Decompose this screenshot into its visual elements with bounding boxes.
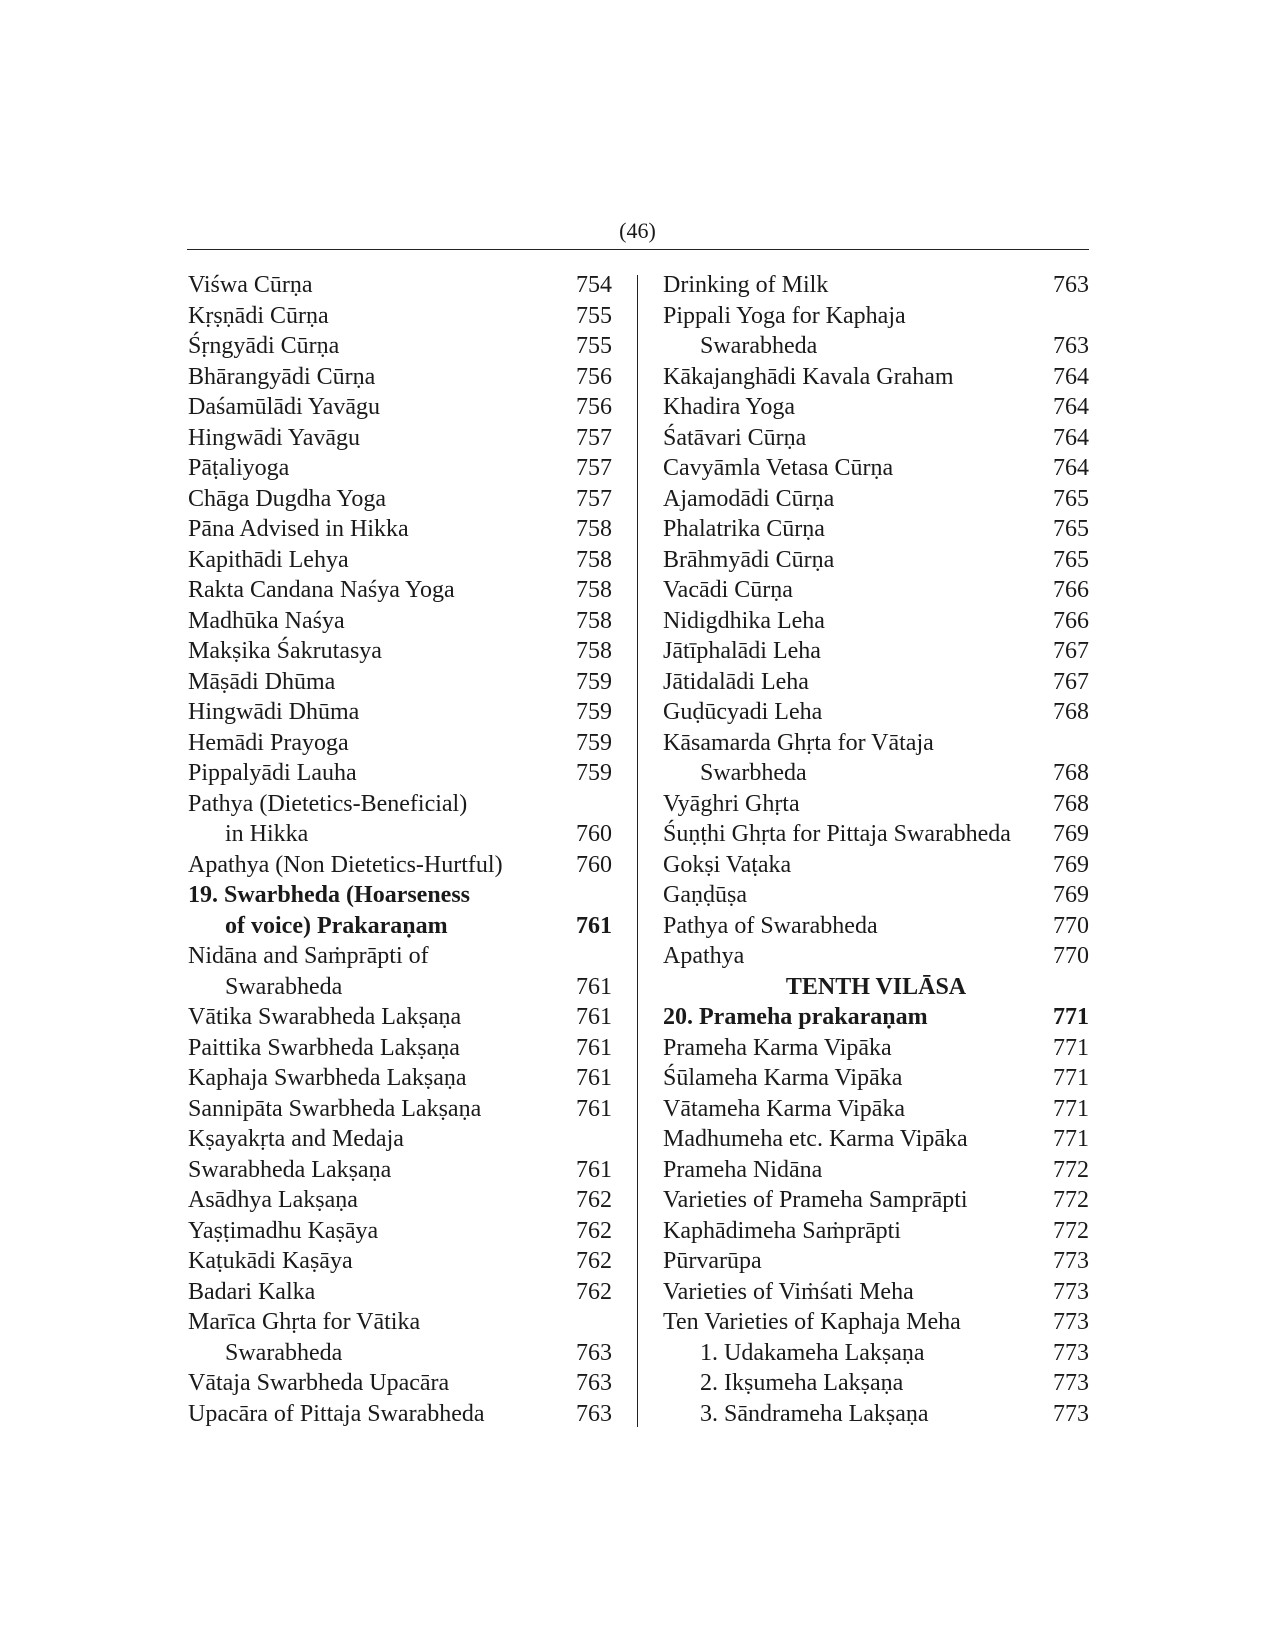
toc-entry-title: Guḍūcyadi Leha [663,699,823,725]
toc-entry-page: 757 [576,455,612,481]
toc-entry [188,1185,612,1216]
toc-entry-page: 770 [1053,912,1089,939]
toc-entry-page: 762 [576,1217,612,1244]
toc-entry [188,1338,612,1369]
toc-entry [188,392,612,423]
toc-entry-title: Bhārangyādi Cūrṇa [188,363,376,390]
toc-entry-page: 773 [1053,1400,1089,1427]
toc-entry [188,423,612,454]
toc-entry-title: Rakta Candana Naśya Yoga [188,577,455,603]
toc-entry [188,1124,612,1155]
toc-entry [188,1063,612,1094]
toc-entry-title: Kaphaja Swarbheda Lakṣaṇa [188,1065,467,1091]
toc-entry-title: Makṣika Śakrutasya [188,638,382,664]
toc-entry [663,392,1089,423]
toc-entry-title: Gokṣi Vaṭaka [663,851,792,878]
toc-entry-title: Kṛṣṇādi Cūrṇa [188,302,329,329]
toc-entry-title: Vātameha Karma Vipāka [663,1095,906,1122]
toc-entry-title: Pūrvarūpa [663,1248,762,1274]
toc-entry [188,1155,612,1186]
toc-entry-title: Madhumeha etc. Karma Vipāka [663,1126,968,1152]
toc-entry-page: 755 [576,333,612,359]
toc-entry-title: in Hikka [225,821,309,847]
toc-entry [188,972,612,1003]
toc-entry-title: Nidāna and Saṁprāpti of [188,943,429,969]
toc-entry-title: Paittika Swarbheda Lakṣaṇa [188,1034,460,1061]
toc-entry-page: 756 [576,394,612,420]
toc-entry [188,636,612,667]
toc-entry [663,453,1089,484]
toc-entry [188,789,612,820]
toc-entry-page: 773 [1053,1309,1089,1335]
toc-entry [188,362,612,393]
toc-entry-page: 762 [576,1278,612,1305]
toc-entry [663,331,1089,362]
toc-entry-page: 763 [1053,272,1089,298]
toc-entry [663,850,1089,881]
toc-entry-title: Śatāvari Cūrṇa [663,424,807,451]
toc-entry [663,484,1089,515]
toc-entry-title: Śūlameha Karma Vipāka [663,1065,903,1091]
toc-entry [663,941,1089,972]
toc-entry-page: 758 [576,516,612,542]
toc-entry-page: 761 [576,1034,612,1061]
toc-entry-page: 764 [1053,455,1089,481]
toc-entry [188,1094,612,1125]
toc-entry-title: 2. Ikṣumeha Lakṣaṇa [700,1370,904,1396]
toc-entry-title: Marīca Ghṛta for Vātika [188,1309,421,1335]
toc-entry-page: 756 [576,363,612,390]
toc-entry [663,575,1089,606]
toc-entry-page: 767 [1053,668,1089,695]
toc-entry [663,1002,1089,1033]
toc-entry-title: Drinking of Milk [663,272,829,298]
toc-entry-page: 770 [1053,943,1089,969]
toc-entry [663,362,1089,393]
toc-entry-page: 760 [576,851,612,878]
toc-entry-title: Varieties of Prameha Samprāpti [663,1187,968,1213]
toc-entry [663,1368,1089,1399]
toc-entry-title: Upacāra of Pittaja Swarabheda [188,1400,485,1427]
toc-entry [188,697,612,728]
toc-entry-page: 755 [576,302,612,329]
toc-entry-page: 762 [576,1187,612,1213]
toc-entry-page: 761 [576,1004,612,1030]
toc-entry-title: Pāna Advised in Hikka [188,516,409,542]
toc-entry-page: 759 [576,699,612,725]
toc-entry [663,1185,1089,1216]
toc-entry-title: Swarabheda [225,973,343,1000]
toc-entry-title: Pippalyādi Lauha [188,760,357,786]
toc-entry-page: 771 [1053,1065,1089,1091]
toc-entry-page: 758 [576,607,612,634]
toc-entry [663,1216,1089,1247]
toc-entry-title: Jātidalādi Leha [663,668,809,695]
toc-entry-page: 765 [1053,516,1089,542]
toc-entry-page: 760 [576,821,612,847]
toc-entry-page: 765 [1053,485,1089,512]
toc-entry-page: 766 [1053,577,1089,603]
toc-entry-page: 768 [1053,760,1089,786]
toc-entry-title: Pathya (Dietetics-Beneficial) [188,790,468,817]
toc-entry-page: 758 [576,577,612,603]
toc-entry-page: 765 [1053,546,1089,573]
toc-entry [188,545,612,576]
toc-entry [188,880,612,911]
toc-entry-title: Prameha Karma Vipāka [663,1034,892,1061]
toc-entry [188,1399,612,1430]
toc-entry [663,1063,1089,1094]
toc-entry-title: Hingwādi Yavāgu [188,424,360,451]
toc-entry-title: Asādhya Lakṣaṇa [188,1187,358,1213]
toc-entry [663,758,1089,789]
toc-entry-page: 773 [1053,1370,1089,1396]
toc-entry [188,301,612,332]
toc-entry [663,667,1089,698]
toc-entry-title: TENTH VILĀSA [785,973,967,1000]
toc-entry-title: Pāṭaliyoga [188,455,290,481]
toc-entry [663,1338,1089,1369]
toc-entry-page: 772 [1053,1156,1089,1183]
toc-entry-title: Swarabheda [225,1339,343,1366]
toc-entry-page: 773 [1053,1248,1089,1274]
toc-entry-title: Gaṇḍūṣa [663,882,747,908]
toc-entry-page: 771 [1053,1126,1089,1152]
toc-entry-page: 759 [576,668,612,695]
toc-entry [188,1307,612,1338]
toc-entry-title: Śuṇṭhi Ghṛta for Pittaja Swarabheda [663,821,1011,847]
toc-entry-title: Pippali Yoga for Kaphaja [663,302,906,329]
toc-entry [188,728,612,759]
toc-entry-title: 20. Prameha prakaraṇam [663,1004,928,1030]
toc-entry-page: 761 [576,912,612,939]
toc-entry-title: Vyāghri Ghṛta [663,790,800,817]
toc-entry [188,1246,612,1277]
toc-entry [663,880,1089,911]
toc-entry-page: 766 [1053,607,1089,634]
toc-entry-title: Hemādi Prayoga [188,729,349,756]
column-divider [637,275,638,1427]
toc-entry [663,697,1089,728]
toc-entry [188,514,612,545]
toc-entry [663,1277,1089,1308]
section-heading [663,972,1089,1003]
toc-entry [663,819,1089,850]
toc-entry-title: Apathya [663,943,745,969]
toc-entry-page: 763 [1053,333,1089,359]
toc-entry-page: 772 [1053,1217,1089,1244]
toc-entry-title: 19. Swarbheda (Hoarseness [188,882,471,908]
toc-entry-title: Viśwa Cūrṇa [188,272,313,298]
toc-entry-page: 761 [576,973,612,1000]
toc-entry-title: Ten Varieties of Kaphaja Meha [663,1309,961,1335]
toc-entry-title: Kṣayakṛta and Medaja [188,1126,404,1152]
toc-entry-page: 761 [576,1095,612,1122]
toc-entry-title: Apathya (Non Dietetics-Hurtful) [188,851,503,878]
toc-entry-title: Jātīphalādi Leha [663,638,821,664]
toc-entry-page: 768 [1053,699,1089,725]
toc-entry [188,1216,612,1247]
toc-entry-page: 767 [1053,638,1089,664]
toc-entry-title: Māṣādi Dhūma [188,668,336,695]
toc-entry-title: Kaphādimeha Saṁprāpti [663,1217,901,1244]
toc-entry-page: 761 [576,1065,612,1091]
toc-entry-title: Ajamodādi Cūrṇa [663,485,835,512]
toc-entry [663,1399,1089,1430]
toc-entry-title: Vātika Swarabheda Lakṣaṇa [188,1004,462,1030]
toc-entry-title: Nidigdhika Leha [663,607,825,634]
toc-entry [188,575,612,606]
toc-entry-page: 771 [1053,1004,1089,1030]
toc-entry-title: Sannipāta Swarbheda Lakṣaṇa [188,1095,482,1122]
header-rule [187,249,1089,250]
toc-entry-title: Madhūka Naśya [188,607,345,634]
toc-entry-page: 764 [1053,394,1089,420]
toc-entry-title: Kākajanghādi Kavala Graham [663,363,954,390]
toc-entry [663,789,1089,820]
toc-entry-title: of voice) Prakaraṇam [225,912,448,939]
toc-entry-title: Varieties of Viṁśati Meha [663,1278,914,1305]
toc-entry-title: Kāsamarda Ghṛta for Vātaja [663,729,934,756]
toc-entry-title: Vacādi Cūrṇa [663,577,793,603]
toc-entry-page: 769 [1053,882,1089,908]
toc-entry [663,423,1089,454]
toc-entry-page: 764 [1053,363,1089,390]
toc-entry [188,270,612,301]
page-number: (46) [619,218,656,243]
toc-entry-title: Vātaja Swarbheda Upacāra [188,1370,450,1396]
toc-entry-title: 3. Sāndrameha Lakṣaṇa [700,1400,929,1427]
toc-entry-title: Hingwādi Dhūma [188,699,360,725]
toc-entry [188,850,612,881]
toc-entry-title: Phalatrika Cūrṇa [663,516,825,542]
toc-entry [663,514,1089,545]
toc-entry [188,606,612,637]
toc-entry-page: 773 [1053,1339,1089,1366]
toc-entry-title: Brāhmyādi Cūrṇa [663,546,835,573]
toc-entry-title: 1. Udakameha Lakṣaṇa [700,1339,925,1366]
toc-entry [663,636,1089,667]
toc-left-column [188,270,612,1429]
toc-entry-title: Śṛngyādi Cūrṇa [188,333,340,359]
toc-entry-title: Pathya of Swarabheda [663,912,878,939]
toc-entry [188,1033,612,1064]
toc-entry [188,453,612,484]
toc-entry-page: 757 [576,485,612,512]
toc-entry-page: 754 [576,272,612,298]
toc-entry-title: Swarbheda [700,760,807,786]
toc-entry [663,1155,1089,1186]
toc-entry-page: 759 [576,729,612,756]
toc-entry-title: Chāga Dugdha Yoga [188,485,386,512]
toc-entry-page: 763 [576,1370,612,1396]
toc-entry [188,331,612,362]
toc-entry-title: Swarabheda [700,333,818,359]
toc-entry [188,758,612,789]
toc-entry-title: Khadira Yoga [663,394,795,420]
toc-entry-page: 759 [576,760,612,786]
toc-entry-page: 768 [1053,790,1089,817]
toc-entry [663,1246,1089,1277]
toc-entry [188,484,612,515]
toc-entry-page: 769 [1053,821,1089,847]
toc-entry [188,1002,612,1033]
toc-entry-title: Yaṣṭimadhu Kaṣāya [188,1217,379,1244]
toc-entry-page: 762 [576,1248,612,1274]
toc-entry [188,941,612,972]
toc-right-column [663,270,1089,1429]
toc-entry-title: Kapithādi Lehya [188,546,349,573]
toc-entry [663,545,1089,576]
toc-entry-page: 771 [1053,1095,1089,1122]
toc-entry-page: 763 [576,1339,612,1366]
toc-entry-page: 761 [576,1156,612,1183]
toc-entry-page: 771 [1053,1034,1089,1061]
toc-entry-page: 763 [576,1400,612,1427]
toc-entry [663,606,1089,637]
toc-entry [188,1368,612,1399]
toc-entry [663,911,1089,942]
toc-entry [188,819,612,850]
toc-entry-page: 772 [1053,1187,1089,1213]
toc-entry [663,270,1089,301]
toc-entry [663,1094,1089,1125]
toc-entry-title: Swarabheda Lakṣaṇa [188,1156,392,1183]
toc-entry [663,1124,1089,1155]
toc-entry-title: Badari Kalka [188,1278,316,1305]
toc-entry [663,301,1089,332]
toc-entry-page: 773 [1053,1278,1089,1305]
toc-entry-title: Kaṭukādi Kaṣāya [188,1248,353,1274]
toc-entry-title: Cavyāmla Vetasa Cūrṇa [663,455,894,481]
toc-entry [188,911,612,942]
toc-entry [188,1277,612,1308]
toc-entry-page: 758 [576,546,612,573]
toc-entry [663,1307,1089,1338]
toc-entry-page: 764 [1053,424,1089,451]
toc-entry-title: Daśamūlādi Yavāgu [188,394,380,420]
toc-entry [188,667,612,698]
toc-entry-title: Prameha Nidāna [663,1156,823,1183]
toc-entry-page: 757 [576,424,612,451]
toc-entry-page: 758 [576,638,612,664]
toc-entry-page: 769 [1053,851,1089,878]
toc-entry [663,1033,1089,1064]
toc-entry [663,728,1089,759]
